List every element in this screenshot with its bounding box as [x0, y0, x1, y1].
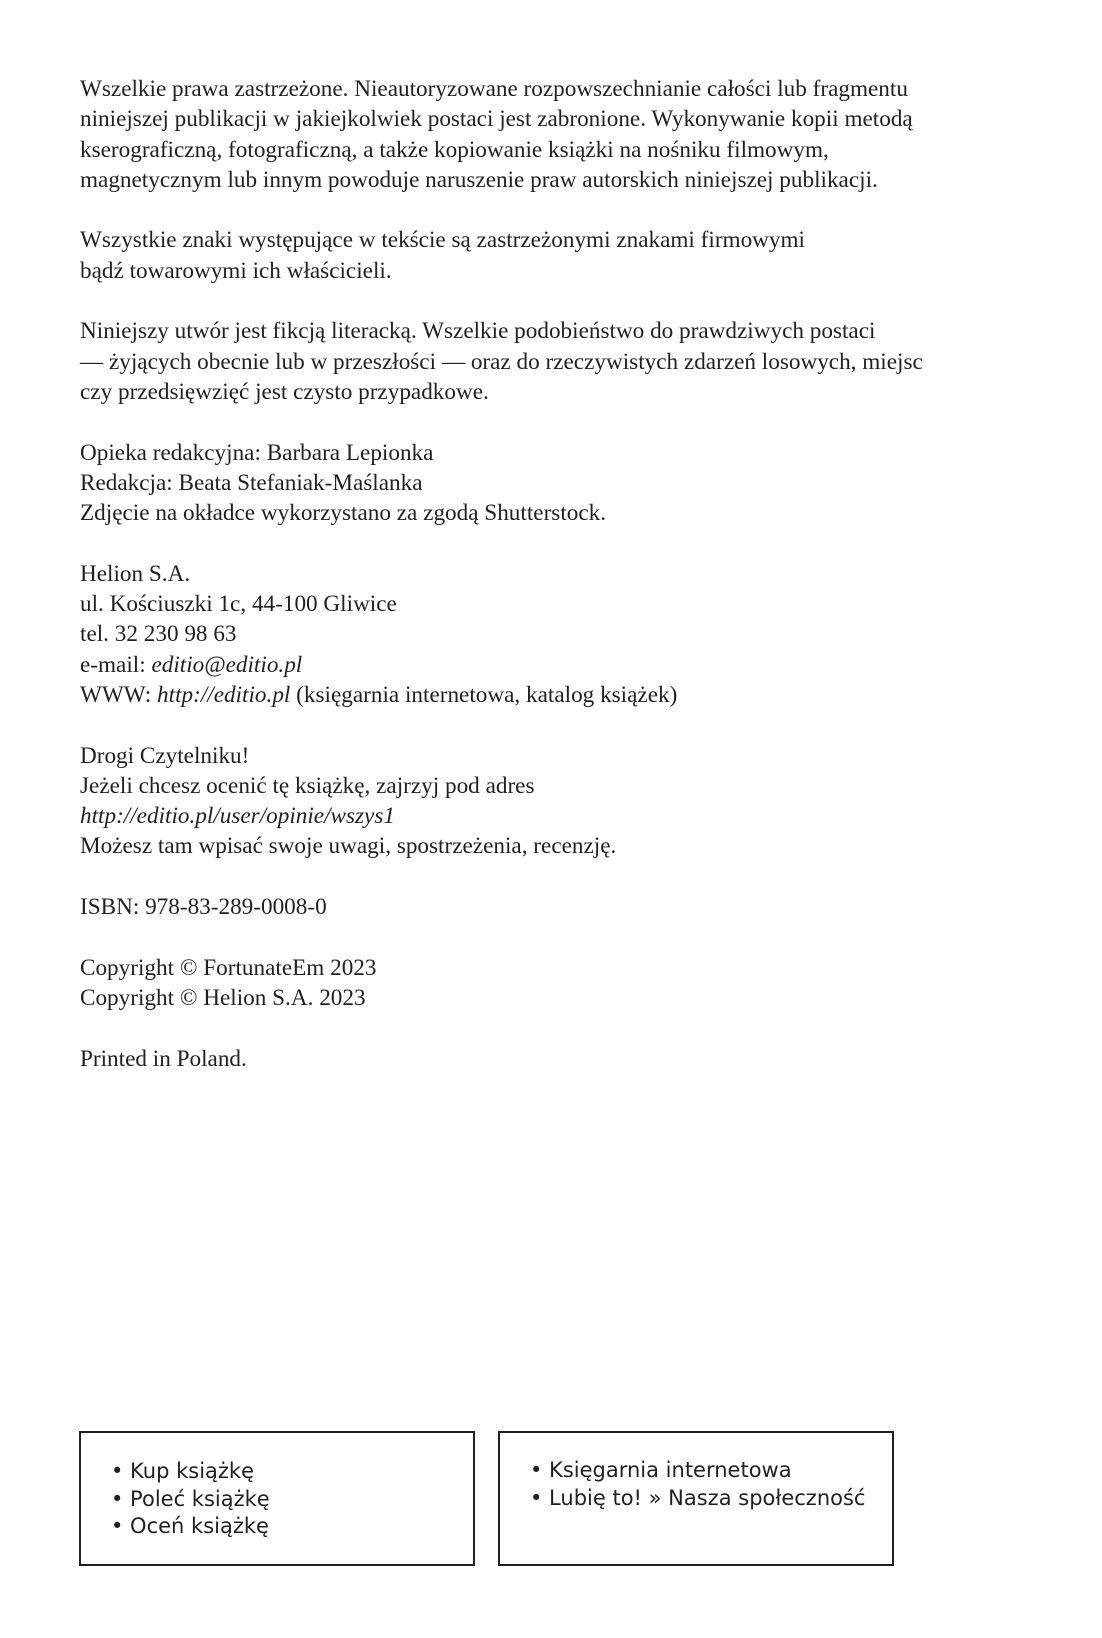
- rights-line: niniejszej publikacji w jakiejkolwiek postaci jest zabronione. Wykonywanie kopii metodą: [80, 106, 913, 133]
- trademarks-paragraph: [80, 225, 1040, 286]
- rate-book-link[interactable]: • Oceń książkę: [111, 1514, 269, 1538]
- opinion-url-link[interactable]: http://editio.pl/user/opinie/wszys1: [80, 803, 395, 830]
- copyright-publisher: Copyright © Helion S.A. 2023: [80, 984, 366, 1011]
- printed-paragraph: [80, 1044, 1040, 1074]
- trademarks-line: Wszystkie znaki występujące w tekście są zastrzeżonymi znakami firmowymi: [80, 227, 805, 254]
- publisher-email-line: [80, 650, 1040, 680]
- publisher-www-line: [80, 680, 1040, 710]
- copyright-author: Copyright © FortunateEm 2023: [80, 954, 377, 981]
- rights-line: magnetycznym lub innym powoduje naruszenie praw autorskich niniejszej publikacji.: [80, 166, 878, 193]
- printed-in: Printed in Poland.: [80, 1045, 247, 1072]
- reader-greeting: Drogi Czytelniku!: [80, 742, 250, 769]
- email-label: e-mail:: [80, 651, 152, 678]
- copyright-paragraph: [80, 953, 1040, 1014]
- trademarks-line: bądź towarowymi ich właścicieli.: [80, 257, 392, 284]
- online-bookstore-link[interactable]: • Księgarnia internetowa: [530, 1458, 792, 1482]
- community-link[interactable]: • Lubię to! » Nasza społeczność: [530, 1485, 866, 1510]
- recommend-book-link[interactable]: • Poleć książkę: [111, 1486, 270, 1511]
- publisher-name: Helion S.A.: [80, 560, 191, 587]
- buy-book-link[interactable]: • Kup książkę: [111, 1459, 255, 1483]
- credits-paragraph: [80, 438, 1040, 529]
- rights-paragraph: [80, 74, 1040, 195]
- editing-credit: Redakcja: Beata Stefaniak-Maślanka: [80, 469, 423, 496]
- rights-line: kserograficzną, fotograficzną, a także kopiowanie książki na nośniku filmowym,: [80, 136, 829, 163]
- fiction-line: Niniejszy utwór jest fikcją literacką. Wszelkie podobieństwo do prawdziwych postaci: [80, 318, 876, 345]
- book-actions-box: [79, 1431, 475, 1566]
- publisher-address: ul. Kościuszki 1c, 44-100 Gliwice: [80, 591, 397, 618]
- publisher-paragraph: [80, 559, 1040, 710]
- opinion-url-line: [80, 801, 1040, 831]
- isbn: ISBN: 978-83-289-0008-0: [80, 894, 327, 921]
- www-link[interactable]: http://editio.pl: [157, 681, 291, 708]
- publisher-links-box: [498, 1431, 894, 1566]
- editorial-care-credit: Opieka redakcyjna: Barbara Lepionka: [80, 439, 434, 466]
- rights-line: Wszelkie prawa zastrzeżone. Nieautoryzowane rozpowszechnianie całości lub fragmentu: [80, 76, 908, 102]
- reader-note-line: Jeżeli chcesz ocenić tę książkę, zajrzyj pod adres: [80, 772, 535, 799]
- www-note: (księgarnia internetowa, katalog książek): [290, 681, 678, 708]
- publisher-phone: tel. 32 230 98 63: [80, 621, 237, 648]
- imprint-page-text: [80, 74, 1040, 1104]
- reader-note-line: Możesz tam wpisać swoje uwagi, spostrzeżenia, recenzję.: [80, 833, 617, 860]
- reader-note-paragraph: [80, 741, 1040, 862]
- www-label: WWW:: [80, 681, 158, 708]
- fiction-line: — żyjących obecnie lub w przeszłości — oraz do rzeczywistych zdarzeń losowych, miejsc: [80, 348, 923, 375]
- fiction-line: czy przedsięwzięć jest czysto przypadkowe.: [80, 378, 489, 405]
- isbn-paragraph: [80, 892, 1040, 922]
- fiction-paragraph: [80, 316, 1040, 407]
- cover-photo-credit: Zdjęcie na okładce wykorzystano za zgodą Shutterstock.: [80, 500, 607, 527]
- email-link[interactable]: editio@editio.pl: [151, 651, 303, 678]
